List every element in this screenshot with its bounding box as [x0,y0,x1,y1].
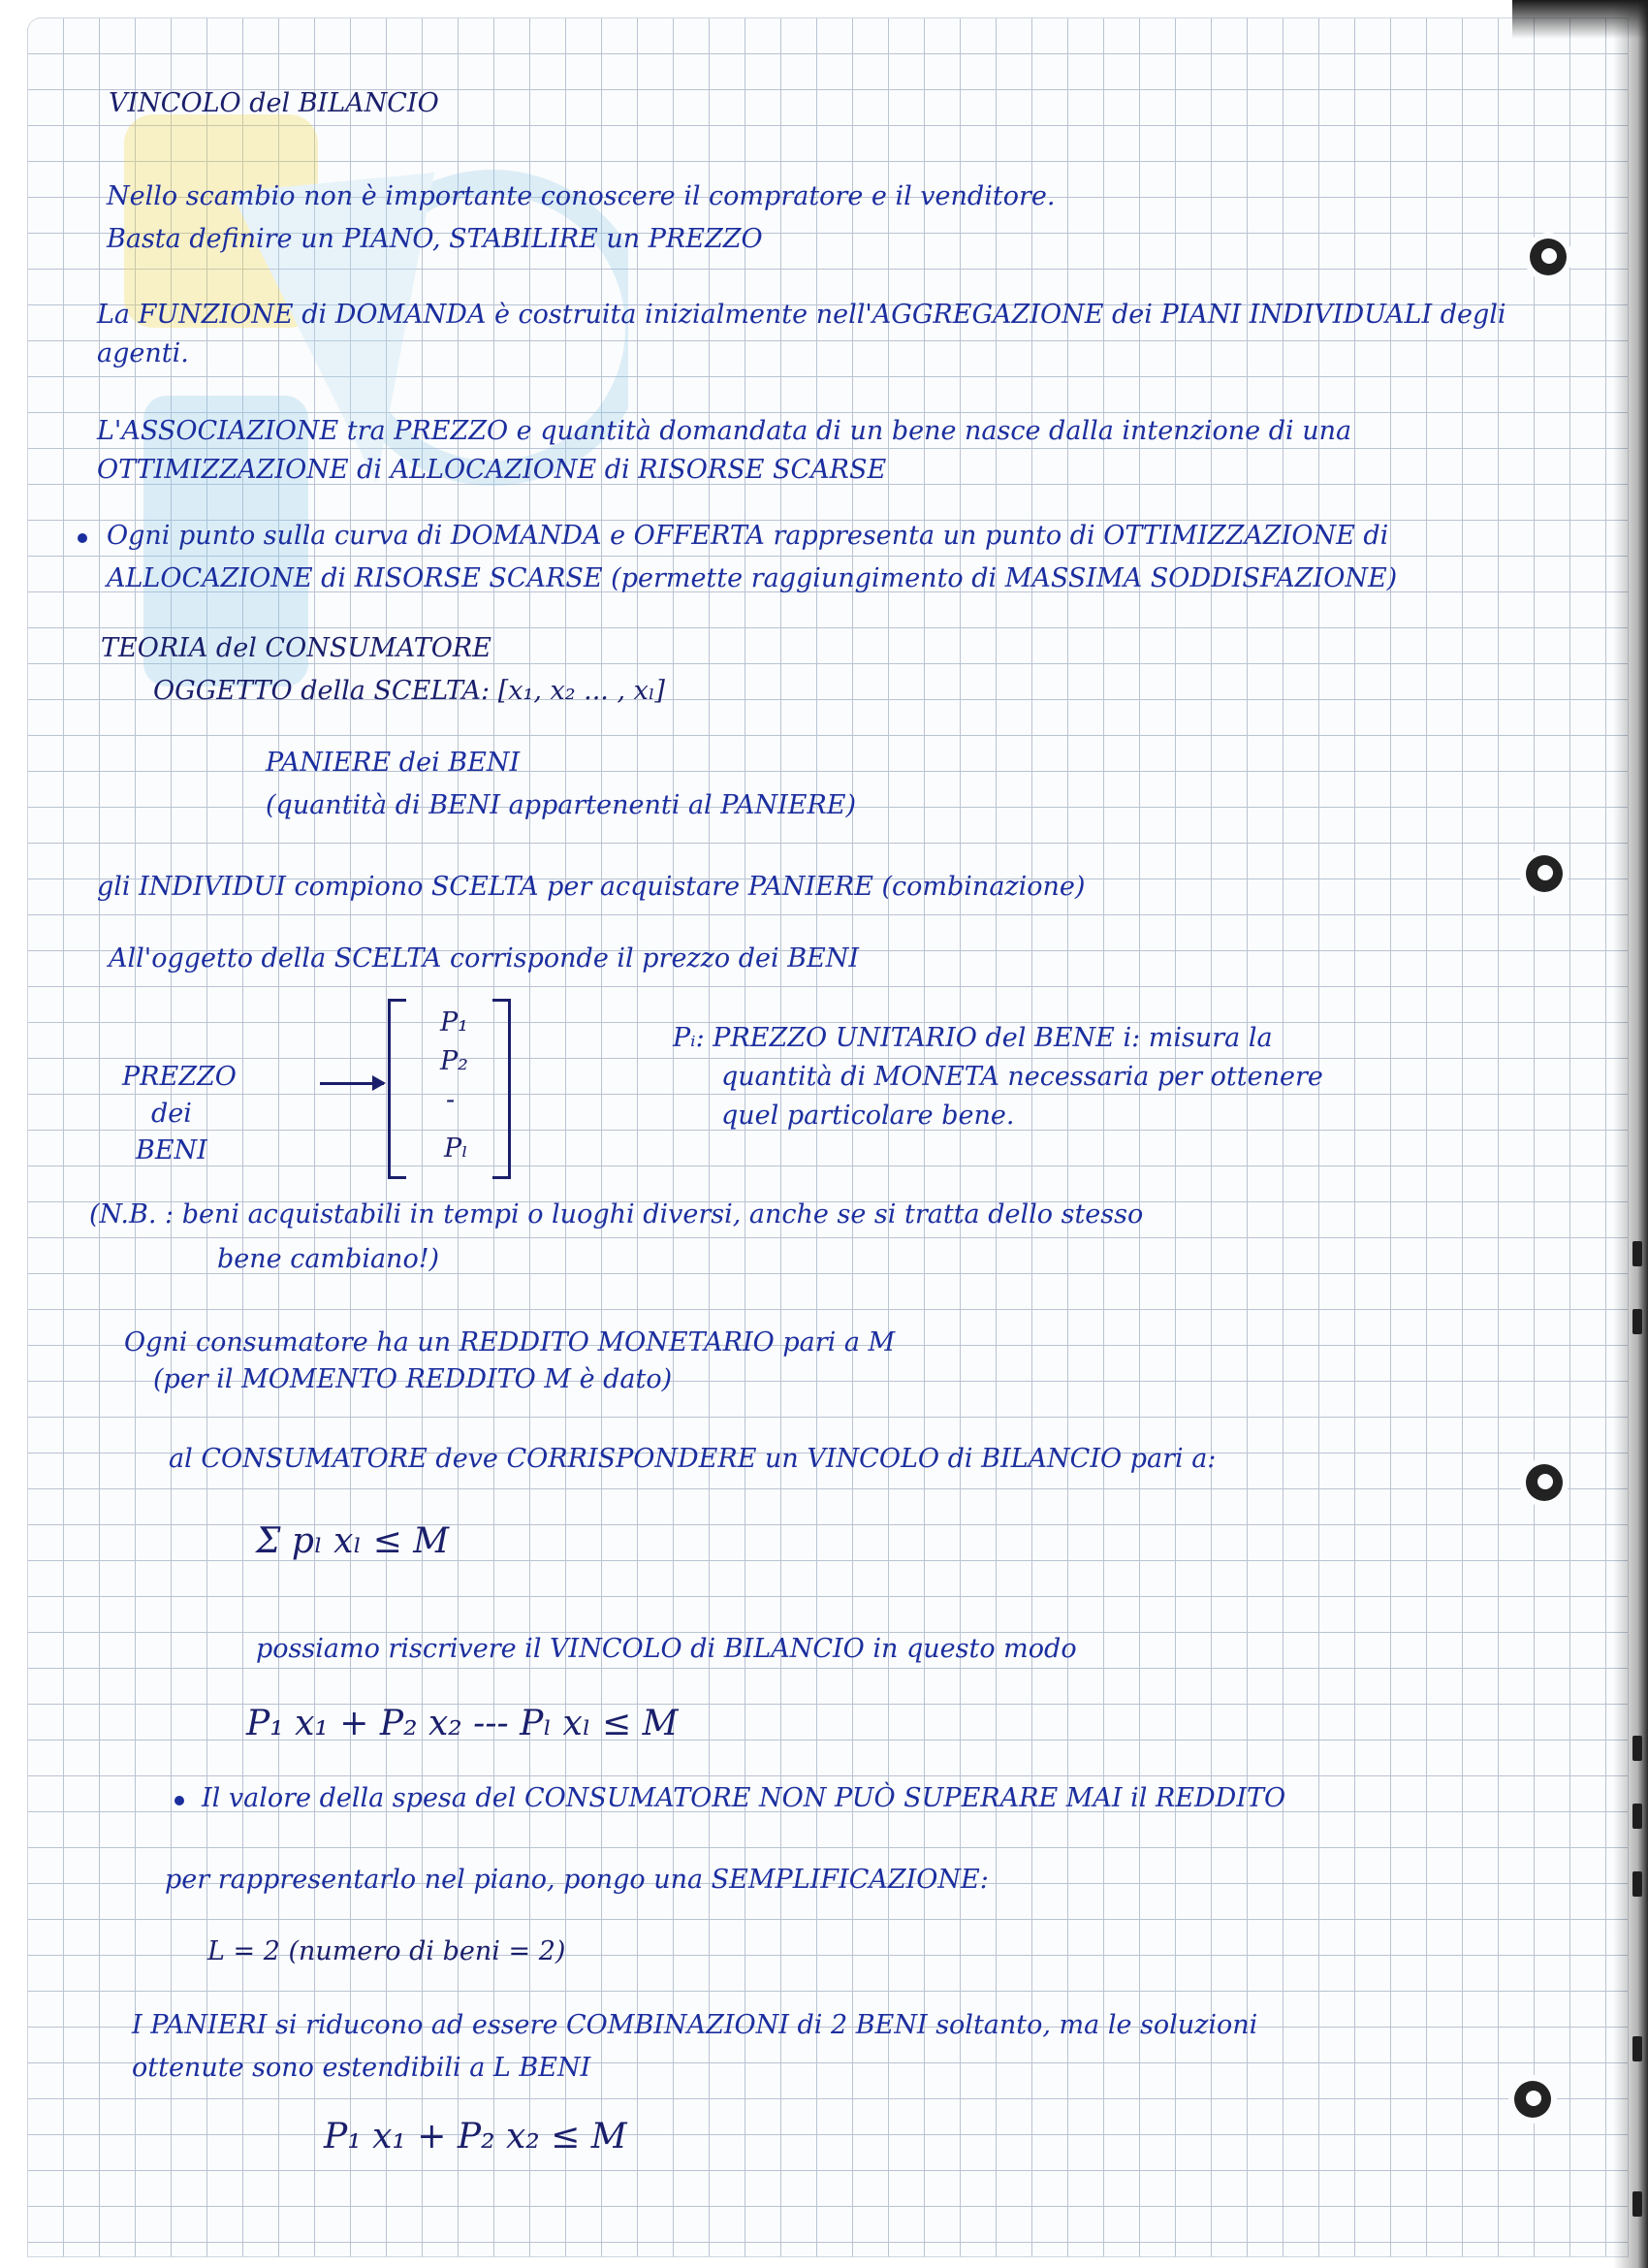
bracket-left [388,999,406,1179]
page-top-shadow [1512,0,1648,39]
text-line: quantità di MONETA necessaria per ottenere [721,1062,1323,1092]
text-line: (N.B. : beni acquistabili in tempi o luoghi diversi, anche se si tratta dello stesso [89,1199,1144,1230]
text-line: Basta definire un PIANO, STABILIRE un PREZZO [107,224,763,254]
binding-hole-icon [1526,1464,1563,1501]
text-line: La FUNZIONE di DOMANDA è costruita inizialmente nell'AGGREGAZIONE dei PIANI INDIVIDUALI degli [97,300,1506,330]
price-entry: Pₗ [444,1134,468,1164]
text-line: gli INDIVIDUI compiono SCELTA per acquistare PANIERE (combinazione) [97,872,1086,902]
text-line: bene cambiano!) [217,1244,440,1274]
formula: P₁ x₁ + P₂ x₂ --- Pₗ xₗ ≤ M [246,1704,679,1743]
notebook-page [27,17,1629,2257]
text-line: OTTIMIZZAZIONE di ALLOCAZIONE di RISORSE SCARSE [97,455,887,485]
formula: P₁ x₁ + P₂ x₂ ≤ M [324,2117,627,2156]
prezzo-label: BENI [136,1135,207,1166]
text-line: Il valore della spesa del CONSUMATORE NON PUÒ SUPERARE MAI il REDDITO [202,1783,1286,1813]
text-line: OGGETTO della SCELTA: [x₁, x₂ ... , xₗ] [153,676,665,706]
prezzo-label: dei [151,1099,192,1129]
text-line: ALLOCAZIONE di RISORSE SCARSE (permette raggiungimento di MASSIMA SODDISFAZIONE) [107,563,1398,593]
text-line: All'oggetto della SCELTA corrisponde il prezzo dei BENI [109,943,860,974]
arrow-icon [320,1082,384,1085]
prezzo-label: PREZZO [122,1062,237,1092]
binding-tick [1632,1241,1642,1266]
binding-tick [1632,1309,1642,1334]
text-line: (quantità di BENI appartenenti al PANIERE) [266,790,857,820]
page-edge-shadow [1613,0,1648,2268]
text-line: PANIERE dei BENI [266,748,521,778]
bullet-dot [78,533,87,543]
bullet-dot [174,1796,184,1805]
price-entry: P₁ [440,1007,468,1038]
text-line: quel particolare bene. [721,1101,1015,1131]
price-entry: P₂ [440,1046,468,1076]
binding-tick [1632,2191,1642,2217]
text-line: L = 2 (numero di beni = 2) [207,1936,566,1966]
text-line: per rappresentarlo nel piano, pongo una SEMPLIFICAZIONE: [165,1865,989,1895]
binding-hole-icon [1526,855,1563,892]
binding-tick [1632,1804,1642,1829]
binding-hole-icon [1530,239,1567,275]
text-line: al CONSUMATORE deve CORRISPONDERE un VINCOLO di BILANCIO pari a: [169,1444,1217,1474]
text-line: (per il MOMENTO REDDITO M è dato) [153,1364,673,1394]
binding-tick [1632,1736,1642,1761]
text-line: I PANIERI si riducono ad essere COMBINAZIONI di 2 BENI soltanto, ma le soluzioni [132,2010,1258,2040]
text-line: Nello scambio non è importante conoscere il compratore e il venditore. [107,181,1056,211]
section-heading: TEORIA del CONSUMATORE [101,633,491,663]
text-line: Ogni punto sulla curva di DOMANDA e OFFERTA rappresenta un punto di OTTIMIZZAZIONE di [107,521,1389,551]
text-line: possiamo riscrivere il VINCOLO di BILANCIO in questo modo [256,1634,1077,1664]
price-entry: - [446,1085,456,1115]
text-line: agenti. [97,338,189,368]
text-line: L'ASSOCIAZIONE tra PREZZO e quantità domandata di un bene nasce dalla intenzione di una [97,416,1352,446]
formula: Σ pₗ xₗ ≤ M [256,1521,450,1561]
text-line: Ogni consumatore ha un REDDITO MONETARIO pari a M [124,1327,896,1358]
bracket-right [492,999,511,1179]
text-line: ottenute sono estendibili a L BENI [132,2053,591,2083]
binding-tick [1632,1871,1642,1897]
text-line: Pᵢ: PREZZO UNITARIO del BENE i: misura la [673,1023,1273,1053]
page-title: VINCOLO del BILANCIO [109,88,439,118]
binding-hole-icon [1514,2081,1551,2118]
binding-tick [1632,2036,1642,2061]
